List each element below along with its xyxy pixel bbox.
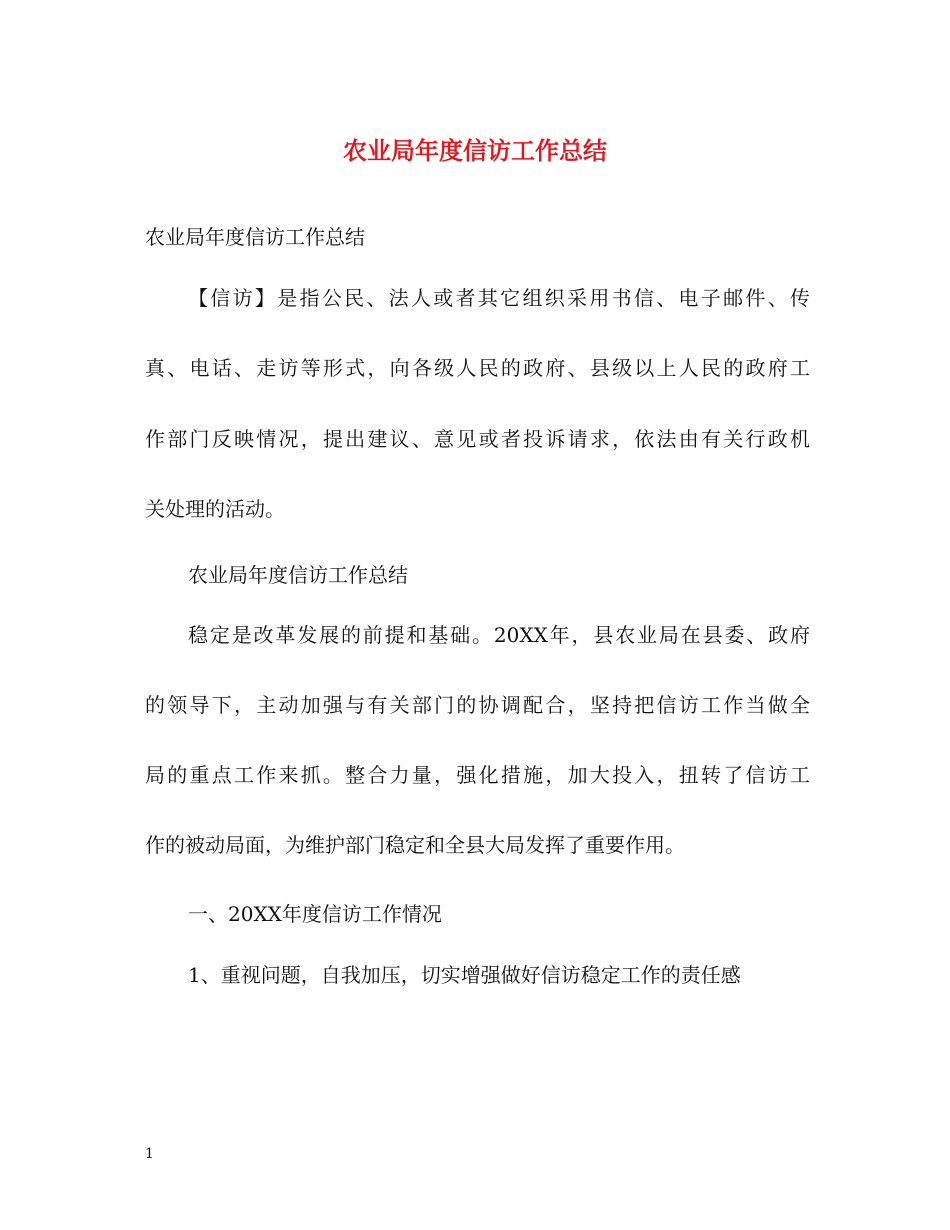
document-subtitle-line: 农业局年度信访工作总结 (145, 225, 365, 249)
paragraph-line: 的领导下，主动加强与有关部门的协调配合，坚持把信访工作当做全 (145, 693, 810, 717)
section-heading-line: 农业局年度信访工作总结 (188, 563, 408, 587)
page-number: 1 (145, 1146, 154, 1162)
document-title: 农业局年度信访工作总结 (343, 136, 607, 165)
paragraph-line: 真、电话、走访等形式，向各级人民的政府、县级以上人民的政府工 (145, 356, 810, 380)
paragraph-line: 作部门反映情况，提出建议、意见或者投诉请求，依法由有关行政机 (145, 427, 810, 451)
paragraph-line: 【信访】是指公民、法人或者其它组织采用书信、电子邮件、传 (188, 286, 810, 310)
paragraph-line: 关处理的活动。 (145, 497, 285, 521)
paragraph-line: 作的被动局面，为维护部门稳定和全县大局发挥了重要作用。 (145, 833, 685, 857)
section-heading-line: 一、20XX年度信访工作情况 (188, 902, 442, 926)
paragraph-line: 局的重点工作来抓。整合力量，强化措施，加大投入，扭转了信访工 (145, 763, 810, 787)
paragraph-line: 稳定是改革发展的前提和基础。20XX年，县农业局在县委、政府 (188, 623, 810, 647)
subsection-heading-line: 1、重视问题，自我加压，切实增强做好信访稳定工作的责任感 (188, 963, 741, 987)
